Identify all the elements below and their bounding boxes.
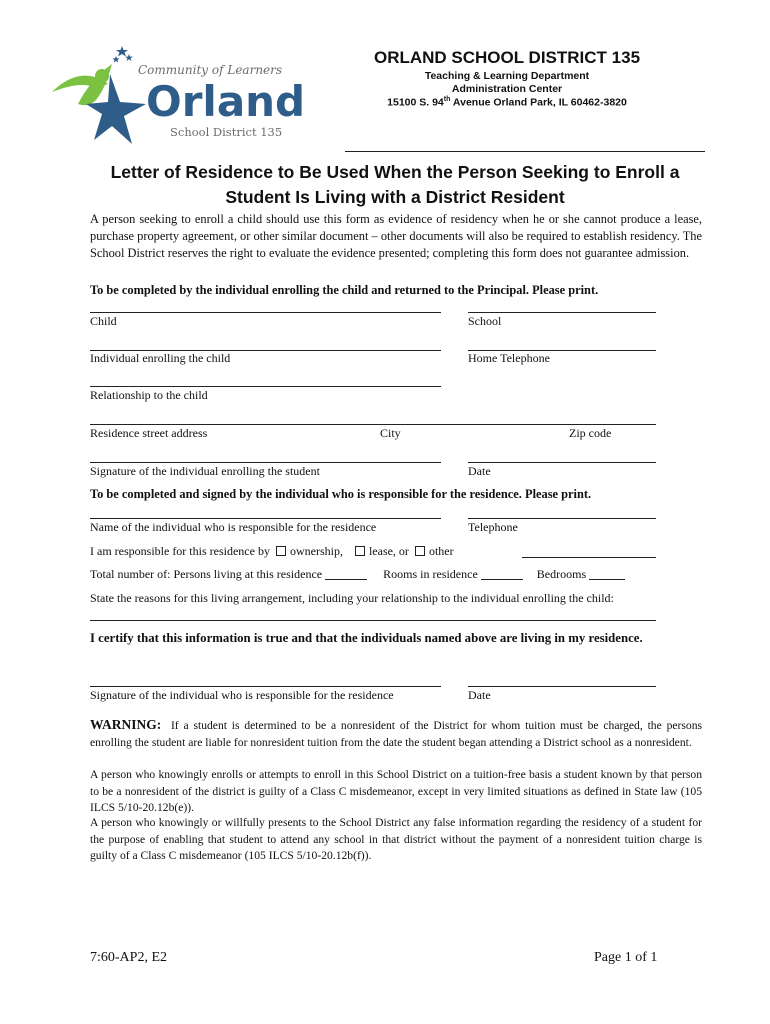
home-telephone-label: Home Telephone <box>468 351 550 365</box>
responsible-signature-input-line[interactable] <box>90 686 441 687</box>
intro-paragraph: A person seeking to enroll a child should use this form as evidence of residency when he or she cannot produce a lease, purchase property agreement, or other similar document – other documents will also be required to establish residency. The School District reserves the right to evaluate the evidence presented; completing this form does not guarantee admission. <box>90 212 702 260</box>
relationship-input-line[interactable] <box>90 386 441 387</box>
knowingly-enrolls-paragraph: A person who knowingly enrolls or attempts to enroll in this School District on a tuition-free basis a student known by that person to be a nonresident of the district is guilty of a Class C misdemeanor, except in very limited situations as defined in State law (105 ILCS 5/10-20.12b(e)). <box>90 768 702 814</box>
signature-label: Signature of the individual enrolling the student <box>90 464 320 478</box>
logo-name: Orland <box>146 77 306 126</box>
responsible-by-row: I am responsible for this residence by ownership, lease, or other <box>90 544 454 558</box>
center-name: Administration Center <box>451 83 563 95</box>
reasons-label: State the reasons for this living arrangement, including your relationship to the individual enrolling the child: <box>90 591 614 605</box>
bedrooms-count-input[interactable] <box>589 568 625 580</box>
form-code: 7:60-AP2, E2 <box>90 950 167 965</box>
district-address: 15100 S. 94th Avenue Orland Park, IL 60462-3820 <box>387 96 627 109</box>
logo-subname: School District 135 <box>170 125 283 139</box>
child-input-line[interactable] <box>90 312 441 313</box>
star-icon <box>116 46 128 57</box>
star-icon <box>112 56 119 63</box>
reasons-input-line[interactable] <box>90 620 656 621</box>
date-label: Date <box>468 464 491 478</box>
lease-checkbox[interactable] <box>355 546 365 556</box>
warning-label: WARNING: <box>90 717 162 732</box>
date-input-line[interactable] <box>468 462 656 463</box>
address-input-line[interactable] <box>90 424 656 425</box>
star-icon <box>125 54 133 61</box>
responsible-signature-label: Signature of the individual who is responsible for the residence <box>90 688 394 702</box>
rooms-count-input[interactable] <box>481 568 523 580</box>
responsible-date-input-line[interactable] <box>468 686 656 687</box>
warning-paragraph: WARNING: If a student is determined to be a nonresident of the District for whom tuition must be charged, the persons enrolling the student are liable for nonresident tuition from the date the student began attending a District school as a nonresident. <box>90 717 703 749</box>
city-label: City <box>380 426 401 440</box>
responsible-name-label: Name of the individual who is responsible for the residence <box>90 520 377 534</box>
telephone-label: Telephone <box>468 520 518 534</box>
responsible-name-input-line[interactable] <box>90 518 441 519</box>
district-name: ORLAND SCHOOL DISTRICT 135 <box>373 48 641 67</box>
child-label: Child <box>90 314 117 328</box>
totals-row: Total number of: Persons living at this residence Rooms in residence Bedrooms <box>90 567 625 582</box>
telephone-input-line[interactable] <box>468 518 656 519</box>
individual-label: Individual enrolling the child <box>90 351 231 365</box>
other-checkbox[interactable] <box>415 546 425 556</box>
signature-input-line[interactable] <box>90 462 441 463</box>
school-label: School <box>468 314 502 328</box>
orland-district-logo <box>50 44 312 148</box>
zip-label: Zip code <box>569 426 612 440</box>
section2-heading: To be completed and signed by the individual who is responsible for the residence. Please print. <box>90 487 592 501</box>
ownership-checkbox[interactable] <box>276 546 286 556</box>
figure-head-icon <box>95 69 109 83</box>
logo-tagline: Community of Learners <box>138 63 283 77</box>
document-title: Letter of Residence to Be Used When the Person Seeking to Enroll a Student Is Living with a District Resident <box>110 162 680 207</box>
department-name: Teaching & Learning Department <box>424 70 590 82</box>
false-information-paragraph: A person who knowingly or willfully presents to the School District any false information regarding the residency of a student for the purpose of enabling that student to attend any school in that district without the payment of a nonresident tuition charge is guilty of a Class C misdemeanor (105 ILCS 5/10-20.12b(f)). <box>90 816 702 862</box>
header-divider <box>345 151 705 152</box>
page-number: Page 1 of 1 <box>594 950 658 965</box>
section1-heading: To be completed by the individual enrolling the child and returned to the Principal. Please print. <box>90 283 599 297</box>
relationship-label: Relationship to the child <box>90 388 208 402</box>
street-label: Residence street address <box>90 426 208 440</box>
other-input-line[interactable] <box>522 557 656 558</box>
persons-count-input[interactable] <box>325 568 367 580</box>
responsible-date-label: Date <box>468 688 491 702</box>
school-input-line[interactable] <box>468 312 656 313</box>
certification-statement: I certify that this information is true and that the individuals named above are living in my residence. <box>90 631 643 645</box>
